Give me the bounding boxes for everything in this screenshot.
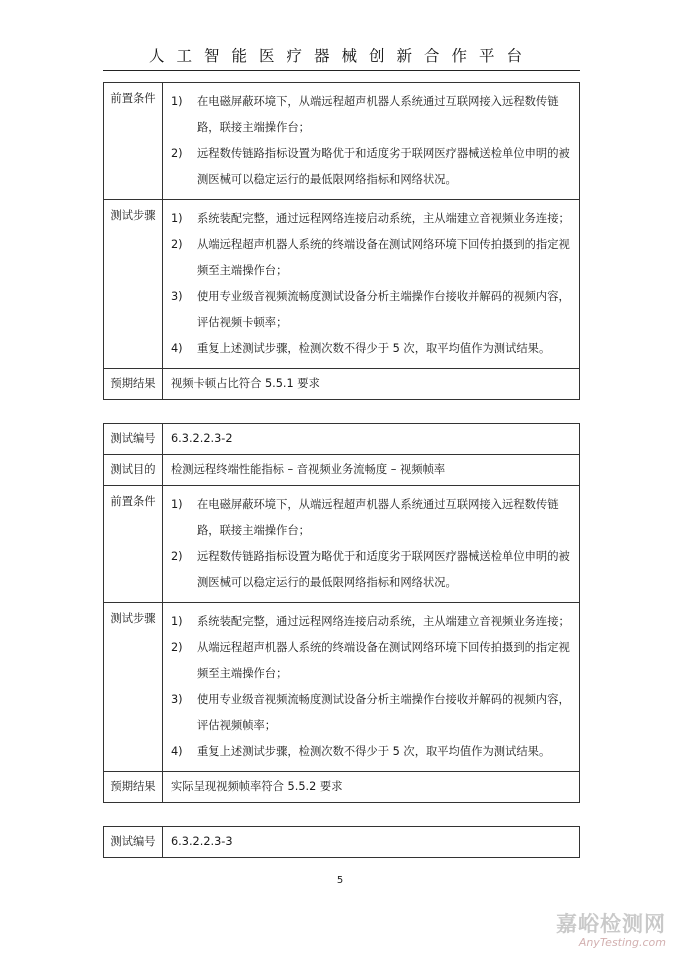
item-number: 4) (171, 342, 183, 355)
table-row-preconditions (104, 83, 580, 200)
row-label: 前置条件 (104, 83, 163, 200)
watermark-en-text: AnyTesting.com (578, 936, 666, 949)
row-label: 测试步骤 (104, 603, 163, 772)
list-item (171, 687, 571, 739)
row-value (163, 603, 580, 772)
list-item (171, 609, 571, 635)
list-item (171, 141, 571, 193)
item-text: 使用专业级音视频流畅度测试设备分析主端操作台接收并解码的视频内容，评估视频卡顿率； (197, 290, 570, 329)
item-number: 1) (171, 615, 183, 628)
item-text: 从端远程超声机器人系统的终端设备在测试网络环境下回传拍摄到的指定视频至主端操作台； (197, 641, 570, 680)
item-number: 1) (171, 498, 183, 511)
item-text: 远程数传链路指标设置为略优于和适度劣于联网医疗器械送检单位申明的被测医械可以稳定运行的最低限网络指标和网络状况。 (197, 147, 570, 186)
item-text: 在电磁屏蔽环境下，从端远程超声机器人系统通过互联网接入远程数传链路，联接主端操作台； (197, 95, 559, 134)
test-case-table-2 (103, 423, 580, 803)
item-text: 重复上述测试步骤，检测次数不得少于 5 次，取平均值作为测试结果。 (197, 745, 551, 758)
item-number: 3) (171, 290, 183, 303)
table-row-test-id (104, 424, 580, 455)
item-text: 系统装配完整，通过远程网络连接启动系统，主从端建立音视频业务连接； (197, 212, 570, 225)
table-row-expected (104, 369, 580, 400)
table-row-steps (104, 200, 580, 369)
item-text: 远程数传链路指标设置为略优于和适度劣于联网医疗器械送检单位申明的被测医械可以稳定运行的最低限网络指标和网络状况。 (197, 550, 570, 589)
row-label: 预期结果 (104, 369, 163, 400)
row-value: 6.3.2.2.3-3 (163, 827, 580, 858)
test-case-table-3 (103, 826, 580, 858)
item-number: 2) (171, 641, 183, 654)
table-row-expected (104, 772, 580, 803)
row-label: 预期结果 (104, 772, 163, 803)
item-number: 4) (171, 745, 183, 758)
row-value: 视频卡顿占比符合 5.5.1 要求 (163, 369, 580, 400)
table-row-steps (104, 603, 580, 772)
page-header-title: 人工智能医疗器械创新合作平台 (148, 47, 534, 65)
list-item (171, 232, 571, 284)
item-number: 2) (171, 238, 183, 251)
list-item (171, 739, 571, 765)
test-case-table-1 (103, 82, 580, 400)
watermark-cn-text: 嘉峪检测网 (556, 912, 666, 936)
item-number: 1) (171, 212, 183, 225)
item-text: 重复上述测试步骤，检测次数不得少于 5 次，取平均值作为测试结果。 (197, 342, 551, 355)
row-value (163, 83, 580, 200)
item-text: 系统装配完整，通过远程网络连接启动系统，主从端建立音视频业务连接； (197, 615, 570, 628)
item-number: 2) (171, 550, 183, 563)
row-value: 实际呈现视频帧率符合 5.5.2 要求 (163, 772, 580, 803)
watermark (556, 908, 666, 949)
item-number: 1) (171, 95, 183, 108)
row-label: 测试步骤 (104, 200, 163, 369)
row-value: 6.3.2.2.3-2 (163, 424, 580, 455)
list-item (171, 544, 571, 596)
item-number: 3) (171, 693, 183, 706)
row-label: 前置条件 (104, 486, 163, 603)
item-text: 从端远程超声机器人系统的终端设备在测试网络环境下回传拍摄到的指定视频至主端操作台； (197, 238, 570, 277)
header-divider (103, 70, 580, 71)
item-text: 使用专业级音视频流畅度测试设备分析主端操作台接收并解码的视频内容，评估视频帧率； (197, 693, 570, 732)
list-item (171, 206, 571, 232)
list-item (171, 89, 571, 141)
list-item (171, 336, 571, 362)
item-text: 在电磁屏蔽环境下，从端远程超声机器人系统通过互联网接入远程数传链路，联接主端操作台； (197, 498, 559, 537)
item-number: 2) (171, 147, 183, 160)
list-item (171, 635, 571, 687)
row-value (163, 200, 580, 369)
table-row-preconditions (104, 486, 580, 603)
list-item (171, 284, 571, 336)
page-number: 5 (336, 875, 344, 886)
row-value: 检测远程终端性能指标 – 音视频业务流畅度 – 视频帧率 (163, 455, 580, 486)
row-value (163, 486, 580, 603)
row-label: 测试编号 (104, 827, 163, 858)
row-label: 测试编号 (104, 424, 163, 455)
row-label: 测试目的 (104, 455, 163, 486)
list-item (171, 492, 571, 544)
table-row-test-id (104, 827, 580, 858)
table-row-purpose (104, 455, 580, 486)
